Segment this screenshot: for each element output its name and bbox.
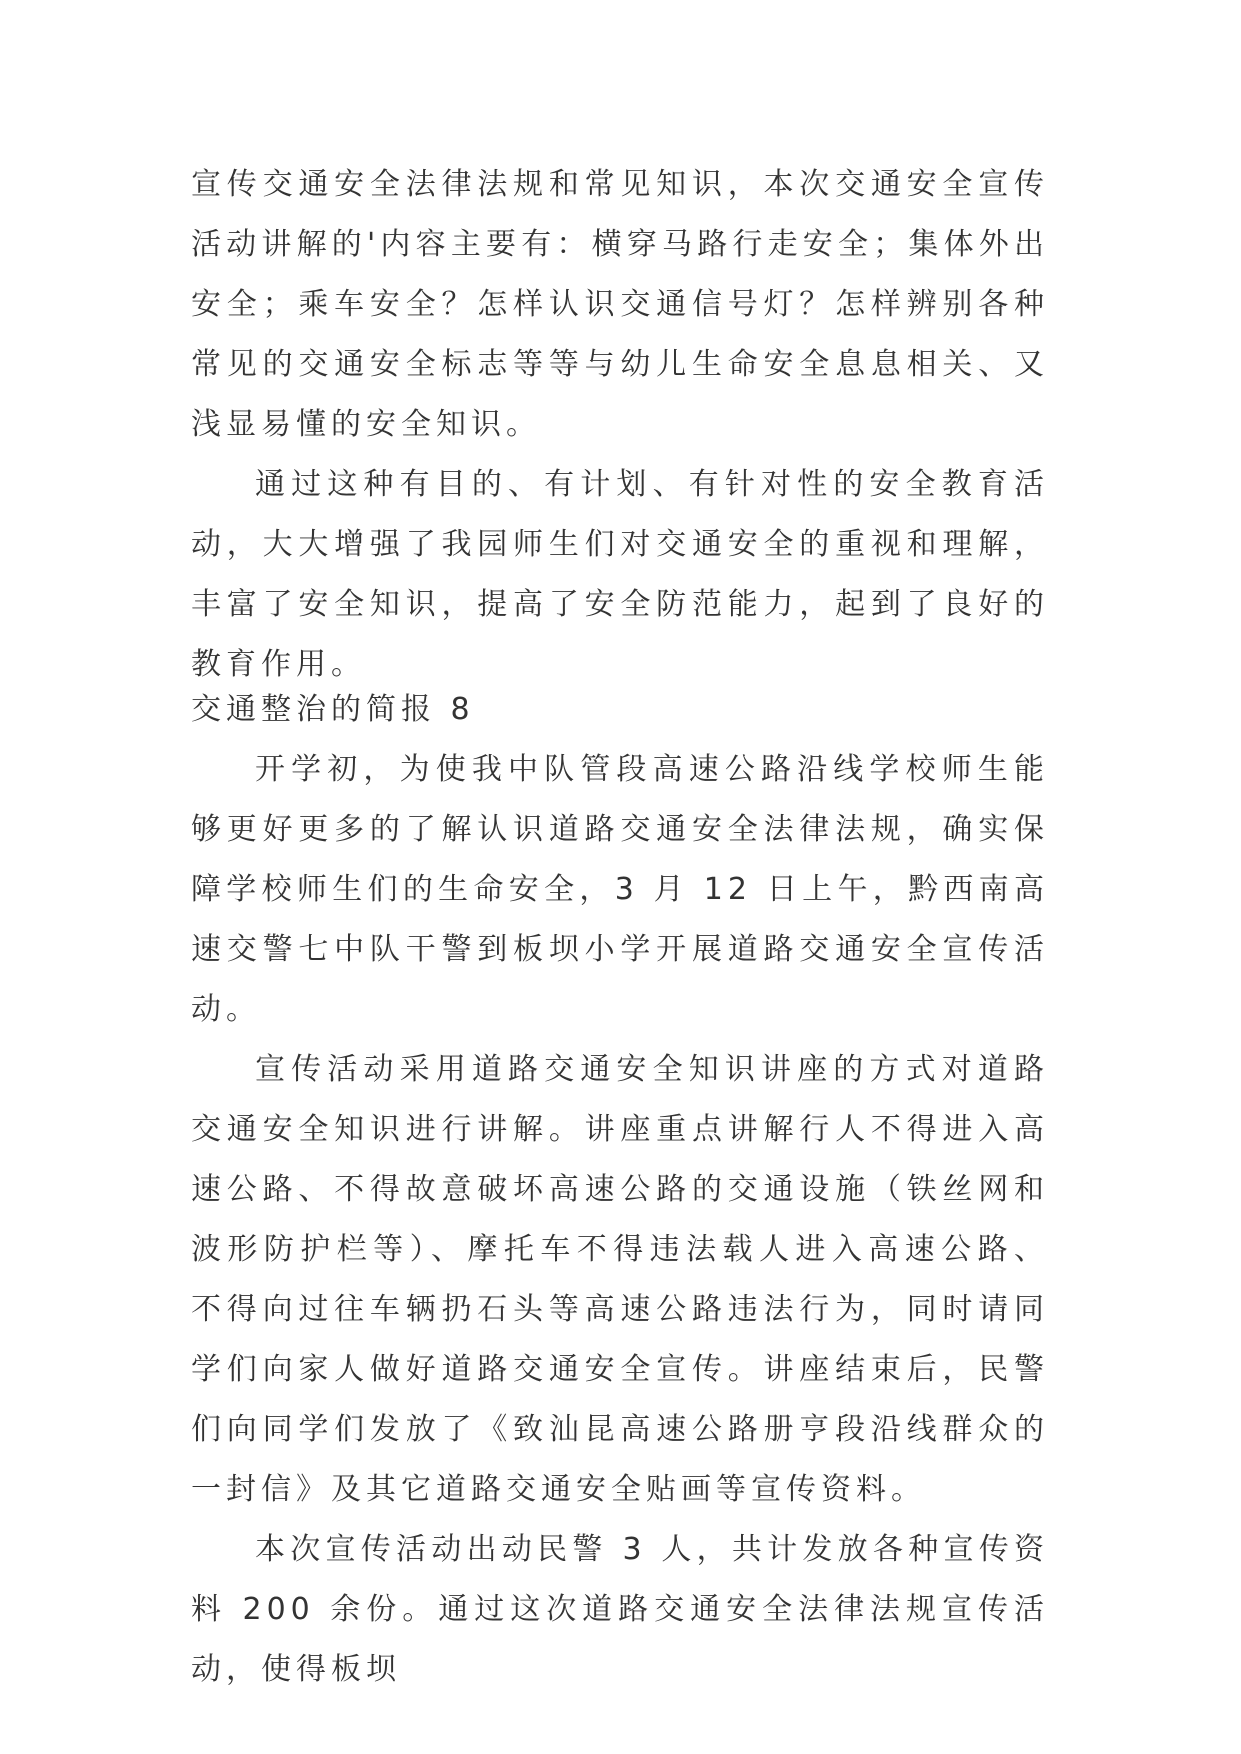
paragraph: 宣传交通安全法律法规和常见知识，本次交通安全宣传活动讲解的'内容主要有：横穿马路行走安全；集体外出安全；乘车安全？怎样认识交通信号灯？怎样辨别各种常见的交通安全标志等等与幼儿生命安全息息相关、又浅显易懂的安全知识。 (191, 167, 1049, 442)
report-section (191, 680, 1049, 1700)
paragraph: 开学初，为使我中队管段高速公路沿线学校师生能够更好更多的了解认识道路交通安全法律法规，确实保障学校师生们的生命安全，3 月 12 日上午，黔西南高速交警七中队干警到板坝小学开展道路交通安全宣传活动。 (191, 752, 1049, 1027)
continued-section (191, 155, 1049, 695)
paragraph: 宣传活动采用道路交通安全知识讲座的方式对道路交通安全知识进行讲解。讲座重点讲解行人不得进入高速公路、不得故意破坏高速公路的交通设施（铁丝网和波形防护栏等）、摩托车不得违法载人进入高速公路、不得向过往车辆扔石头等高速公路违法行为，同时请同学们向家人做好道路交通安全宣传。讲座结束后，民警们向同学们发放了《致汕昆高速公路册亨段沿线群众的一封信》及其它道路交通安全贴画等宣传资料。 (191, 1052, 1049, 1507)
paragraph: 通过这种有目的、有计划、有针对性的安全教育活动，大大增强了我园师生们对交通安全的重视和理解，丰富了安全知识，提高了安全防范能力，起到了良好的教育作用。 (191, 467, 1049, 682)
paragraph: 本次宣传活动出动民警 3 人，共计发放各种宣传资料 200 余份。通过这次道路交通安全法律法规宣传活动，使得板坝 (191, 1532, 1049, 1687)
section-heading: 交通整治的简报 8 (191, 692, 475, 727)
